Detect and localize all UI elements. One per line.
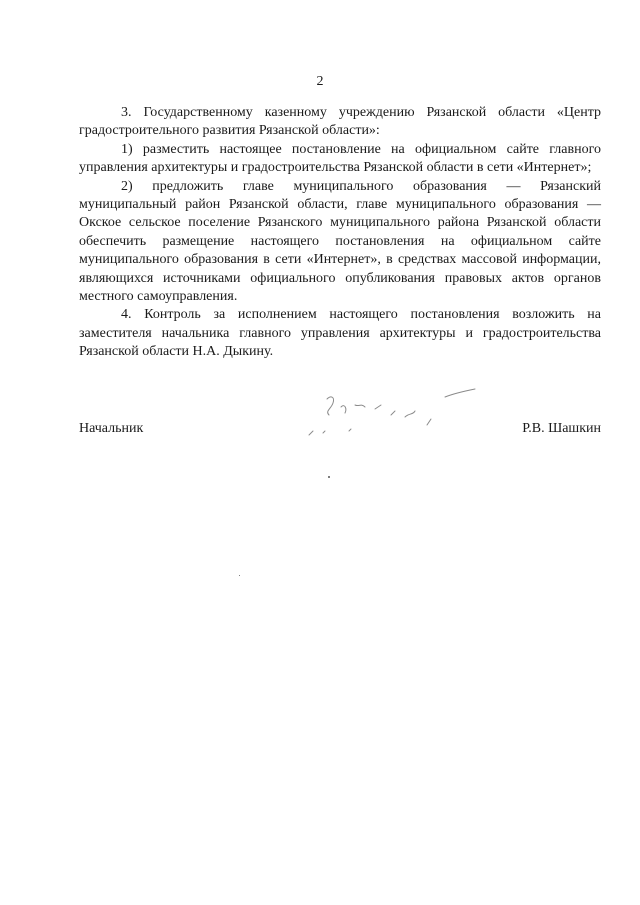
signatory-title: Начальник: [79, 421, 144, 436]
signatory-name: Р.В. Шашкин: [522, 421, 601, 436]
signature-block: [79, 421, 601, 445]
scan-speck: [328, 476, 330, 478]
paragraph-subitem-2: 2) предложить главе муниципального образования — Рязанский муниципальный район Рязанской области, главе муниципального образования — Окское сельское поселение Рязанского муниципального района Рязанской области обеспечить размещение настоящего постановления на официальном сайте муниципального образования в сети «Интернет», в средствах массовой информации, являющихся источниками официального опубликования правовых актов органов местного самоуправления.: [79, 178, 601, 305]
page-number: 2: [316, 74, 324, 89]
paragraph-item-3: 3. Государственному казенному учреждению Рязанской области «Центр градостроительного развития Рязанской области»:: [79, 105, 601, 139]
paragraph-item-4: 4. Контроль за исполнением настоящего постановления возложить на заместителя начальника главного управления архитектуры и градостроительства Рязанской области Н.А. Дыкину.: [79, 307, 601, 360]
paragraph-subitem-1: 1) разместить настоящее постановление на официальном сайте главного управления архитектуры и градостроительства Рязанской области в сети «Интернет»;: [79, 141, 601, 176]
document-body: [79, 104, 601, 362]
scan-speck: [239, 575, 240, 576]
